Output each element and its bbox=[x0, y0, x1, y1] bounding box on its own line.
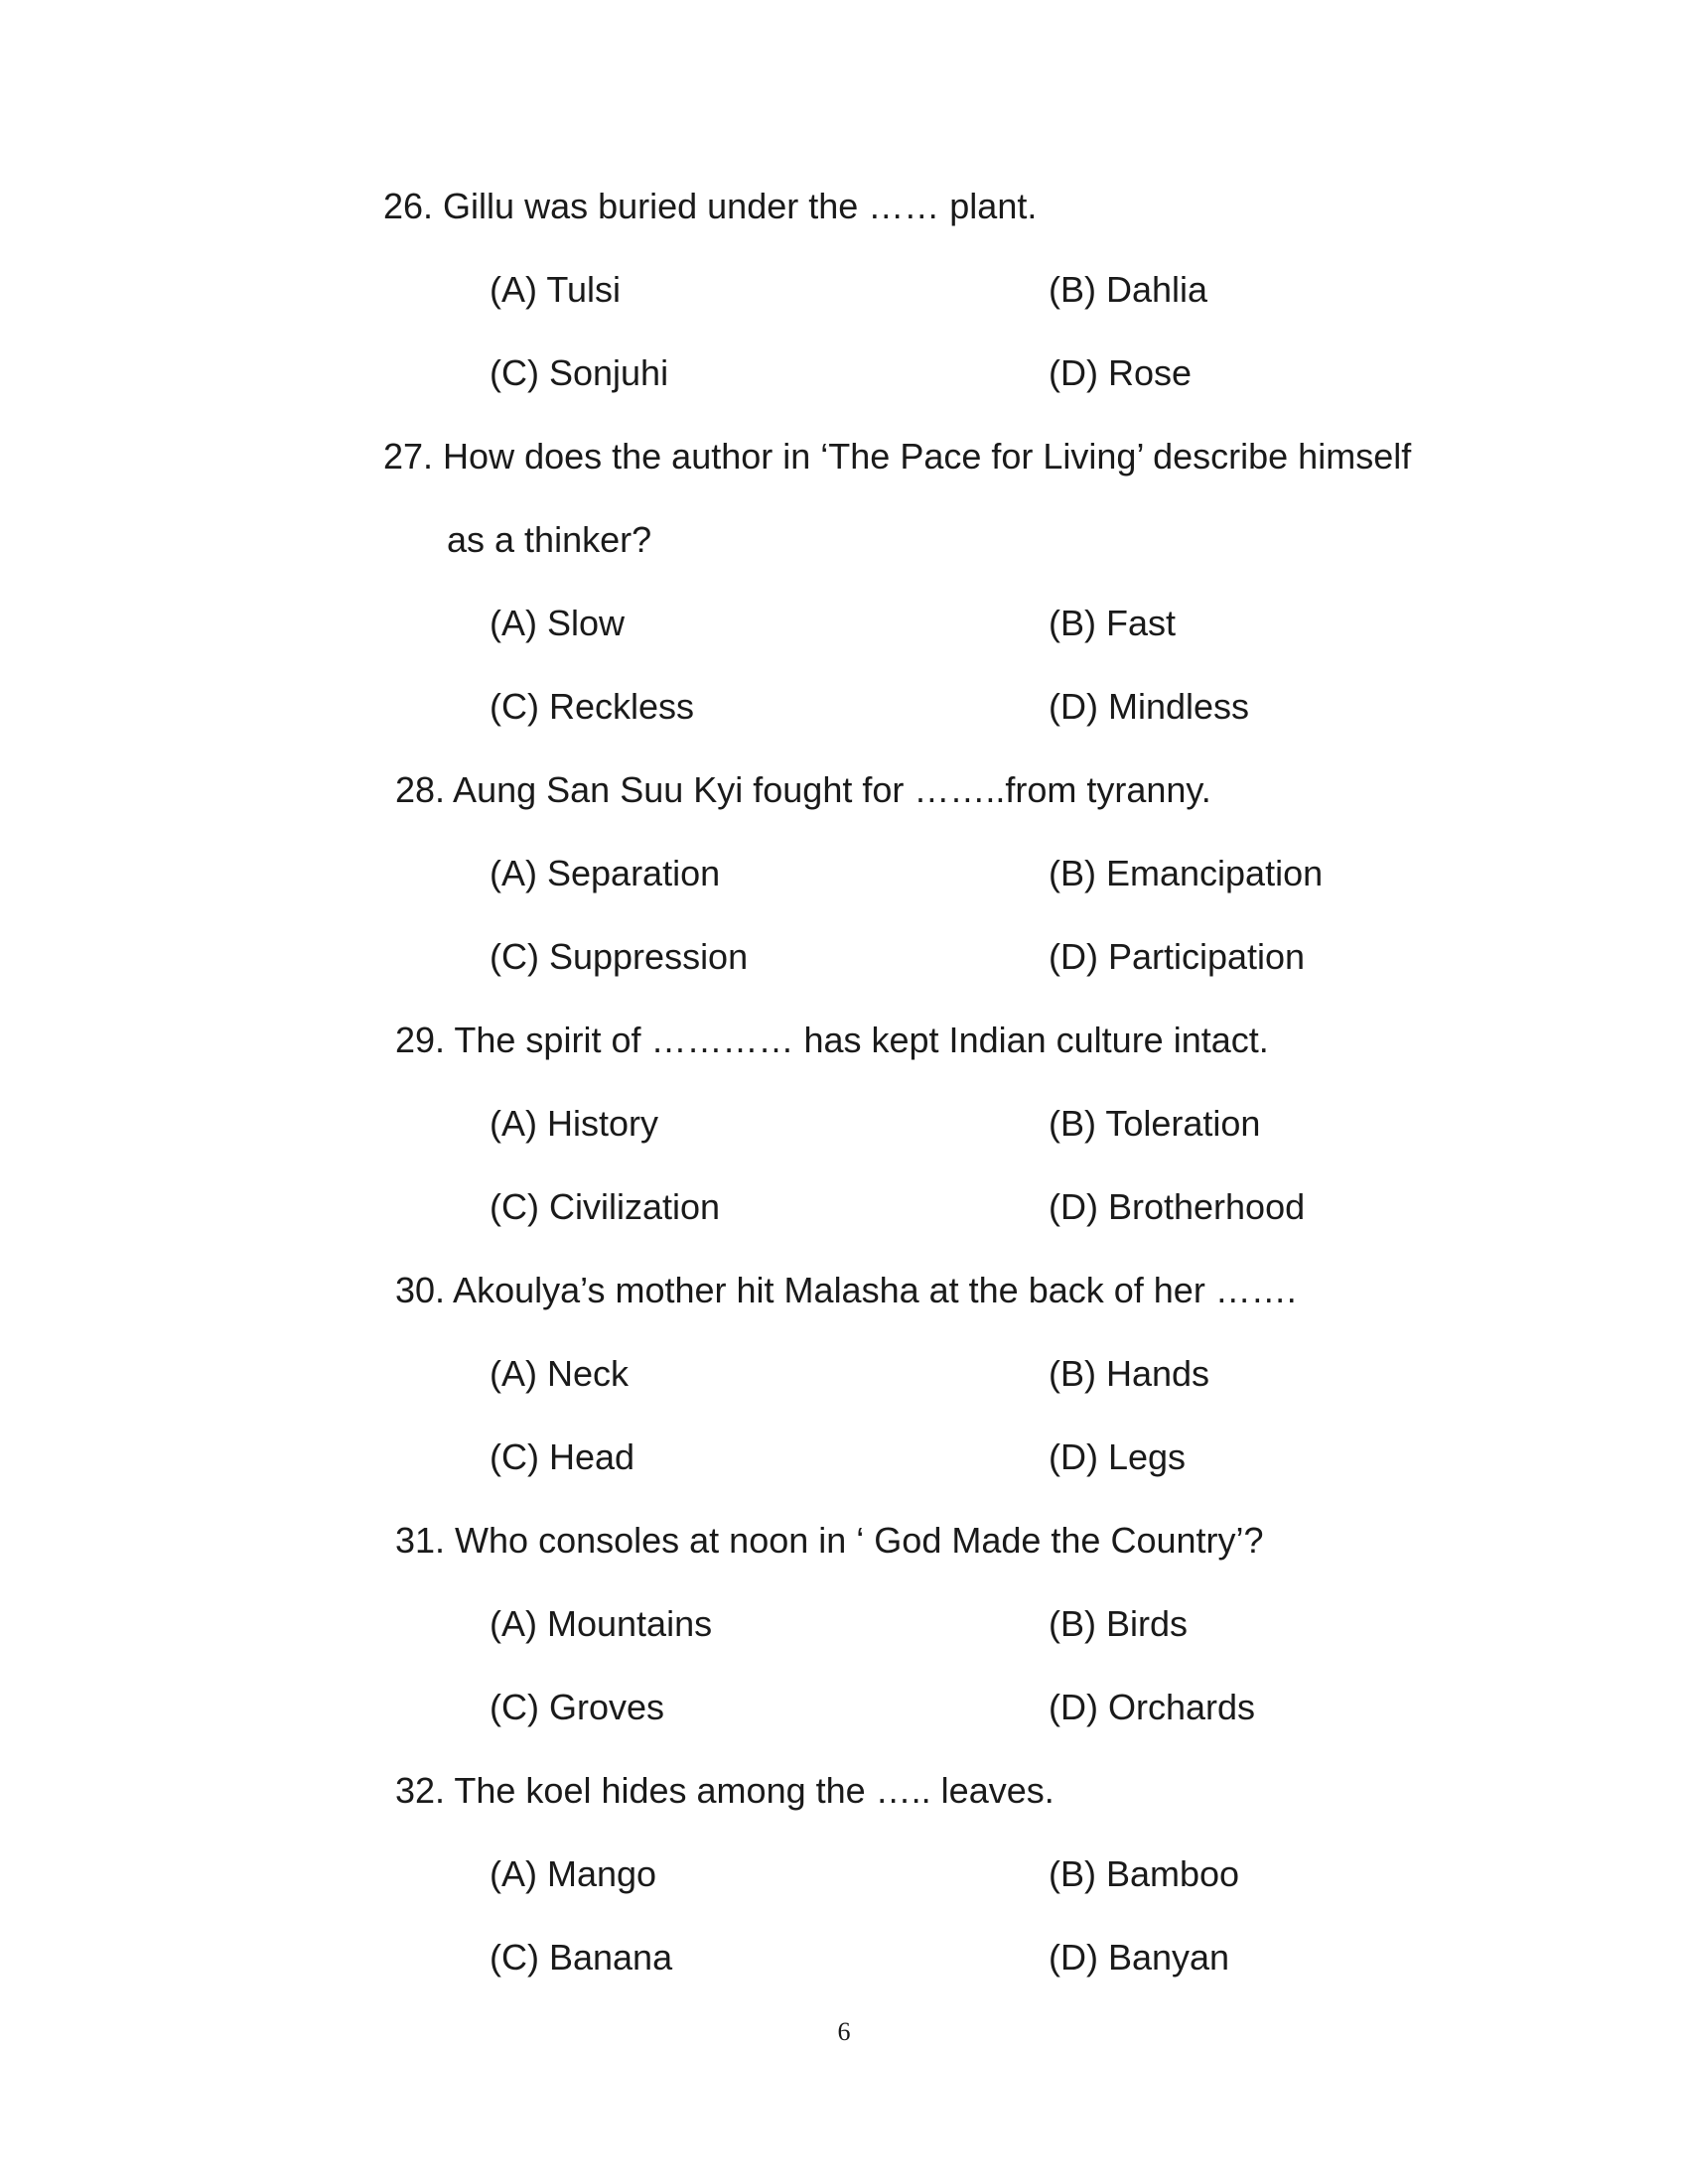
question-29-option-a: (A) History bbox=[490, 1103, 658, 1144]
question-29-option-c: (C) Civilization bbox=[490, 1186, 721, 1227]
question-31-option-a: (A) Mountains bbox=[490, 1603, 713, 1644]
question-28-text: 28. Aung San Suu Kyi fought for ……..from tyranny. bbox=[395, 769, 1211, 810]
question-31-option-d: (D) Orchards bbox=[1049, 1687, 1256, 1727]
question-29-option-d: (D) Brotherhood bbox=[1049, 1186, 1306, 1227]
question-30-option-d: (D) Legs bbox=[1049, 1436, 1187, 1477]
question-30-option-b: (B) Hands bbox=[1049, 1353, 1210, 1394]
question-26-text: 26. Gillu was buried under the …… plant. bbox=[383, 186, 1038, 226]
question-26-option-c: (C) Sonjuhi bbox=[490, 352, 669, 393]
question-26-option-d: (D) Rose bbox=[1049, 352, 1193, 393]
question-28-option-a: (A) Separation bbox=[490, 853, 721, 893]
question-30-text: 30. Akoulya’s mother hit Malasha at the back of her ……. bbox=[395, 1270, 1297, 1310]
page-number: 6 bbox=[837, 2017, 851, 2046]
question-30-option-a: (A) Neck bbox=[490, 1353, 630, 1394]
question-26-option-a: (A) Tulsi bbox=[490, 269, 622, 310]
question-32-option-a: (A) Mango bbox=[490, 1853, 657, 1894]
question-31-text: 31. Who consoles at noon in ‘ God Made the Country’? bbox=[395, 1520, 1264, 1561]
question-32-option-d: (D) Banyan bbox=[1049, 1937, 1230, 1978]
question-28-option-d: (D) Participation bbox=[1049, 936, 1306, 977]
question-32-text: 32. The koel hides among the ….. leaves. bbox=[395, 1770, 1055, 1811]
question-29-option-b: (B) Toleration bbox=[1049, 1103, 1261, 1144]
question-32-option-c: (C) Banana bbox=[490, 1937, 673, 1978]
question-27-option-a: (A) Slow bbox=[490, 603, 626, 643]
question-32-option-b: (B) Bamboo bbox=[1049, 1853, 1240, 1894]
question-26-option-b: (B) Dahlia bbox=[1049, 269, 1208, 310]
question-28-option-c: (C) Suppression bbox=[490, 936, 749, 977]
question-27-text-continued: as a thinker? bbox=[447, 519, 652, 560]
question-28-option-b: (B) Emancipation bbox=[1049, 853, 1324, 893]
question-29-text: 29. The spirit of ………… has kept Indian culture intact. bbox=[395, 1020, 1269, 1060]
question-31-option-c: (C) Groves bbox=[490, 1687, 665, 1727]
question-31-option-b: (B) Birds bbox=[1049, 1603, 1189, 1644]
question-30-option-c: (C) Head bbox=[490, 1436, 635, 1477]
question-27-option-c: (C) Reckless bbox=[490, 686, 695, 727]
question-27-text: 27. How does the author in ‘The Pace for Living’ describe himself bbox=[383, 436, 1412, 477]
question-27-option-d: (D) Mindless bbox=[1049, 686, 1250, 727]
question-27-option-b: (B) Fast bbox=[1049, 603, 1177, 643]
